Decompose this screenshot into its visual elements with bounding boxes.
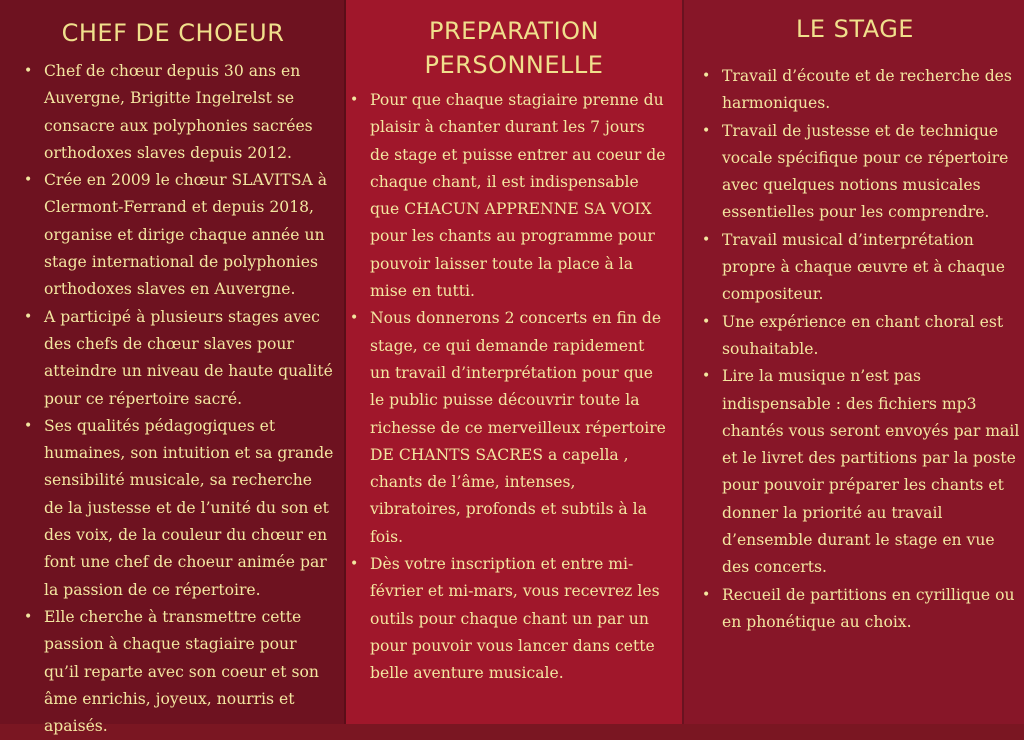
bullet-icon: • [350,92,359,108]
bullet-icon: • [24,417,33,434]
list-item-text: Travail musical d’interprétation propre à chaque œuvre et à chaque compositeur. [722,230,1005,304]
bullet-list-chef [20,58,336,740]
bullet-icon: • [24,608,33,625]
bullet-icon: • [24,63,33,79]
list-item-text: Ses qualités pédagogiques et humaines, son intuition et sa grande sensibilité musicale, sa recherche de la justesse et de l’unité du son et des voix, de la couleur du chœur en font une chef de choeur animée par la passion de ce répertoire. [44,416,334,599]
bullet-list-stage [698,63,1022,636]
list-item [20,167,336,303]
list-item-text: Lire la musique n’est pas indispensable : des fichiers mp3 chantés vous seront envoyés par mail et le livret des partitions par la poste pour pouvoir préparer les chants et donner la priorité au travail d’ensemble durant le stage en vue des concerts. [722,367,1020,577]
bullet-icon: • [350,310,359,327]
list-item-text: Une expérience en chant choral est souhaitable. [722,312,1004,358]
column-title-chef-de-choeur: CHEF DE CHOEUR [61,19,285,47]
bullet-icon: • [24,172,33,189]
list-item-text: A participé à plusieurs stages avec des chefs de chœur slaves pour atteindre un niveau de haute qualité pour ce répertoire sacré. [44,307,333,408]
list-item-text: Recueil de partitions en cyrillique ou en phonétique au choix. [722,585,1015,631]
list-item [346,551,668,687]
list-item-text: Crée en 2009 le chœur SLAVITSA à Clermont-Ferrand et depuis 2018, organise et dirige chaque année un stage international de polyphonies orthodoxes slaves en Auvergne. [44,171,328,299]
bullet-icon: • [702,368,711,385]
list-item [346,305,668,551]
bullet-icon: • [702,68,711,84]
column-preparation-personnelle [346,0,682,724]
list-item-text: Travail d’écoute et de recherche des harmoniques. [722,67,1012,113]
list-item [698,309,1022,364]
list-item [698,582,1022,637]
bullet-list-preparation [346,87,668,688]
list-item [20,58,336,167]
column-le-stage [682,0,1024,724]
column-title-line-1: PREPARATION [428,17,599,45]
bullet-icon: • [24,308,33,325]
column-title-line-2: PERSONNELLE [424,51,604,79]
list-item-text: Pour que chaque stagiaire prenne du plaisir à chanter durant les 7 jours de stage et puisse entrer au coeur de chaque chant, il est indispensable que CHACUN APPRENNE SA VOIX pour les chants au programme pour pouvoir laisser toute la place à la mise en tutti. [370,91,666,301]
list-item [20,304,336,413]
list-item [20,604,336,740]
bullet-icon: • [350,556,359,573]
list-item [698,363,1022,581]
list-item [20,413,336,604]
list-item [346,87,668,305]
bullet-icon: • [702,586,711,603]
column-chef-de-choeur [0,0,346,736]
bullet-icon: • [702,231,711,248]
list-item-text: Nous donnerons 2 concerts en fin de stage, ce qui demande rapidement un travail d’interprétation pour que le public puisse découvrir toute la richesse de ce merveilleux répertoire DE CHANTS SACRES a capella , chants de l’âme, intenses, vibratoires, profonds et subtils à la fois. [370,309,666,546]
bullet-icon: • [702,313,711,330]
list-item-text: Dès votre inscription et entre mi-février et mi-mars, vous recevrez les outils pour chaque chant un par un pour pouvoir vous lancer dans cette belle aventure musicale. [370,555,660,683]
list-item [698,227,1022,309]
column-title-preparation [346,14,682,82]
list-item-text: Elle cherche à transmettre cette passion à chaque stagiaire pour qu’il reparte avec son coeur et son âme enrichis, joyeux, nourris et apaisés. [44,607,319,736]
list-item [698,118,1022,227]
column-title-le-stage: LE STAGE [796,15,914,43]
list-item-text: Travail de justesse et de technique vocale spécifique pour ce répertoire avec quelques notions musicales essentielles pour les comprendre. [722,121,1009,222]
list-item [698,63,1022,118]
bullet-icon: • [702,122,711,139]
list-item-text: Chef de chœur depuis 30 ans en Auvergne, Brigitte Ingelrelst se consacre aux polyphonies sacrées orthodoxes slaves depuis 2012. [44,62,313,162]
